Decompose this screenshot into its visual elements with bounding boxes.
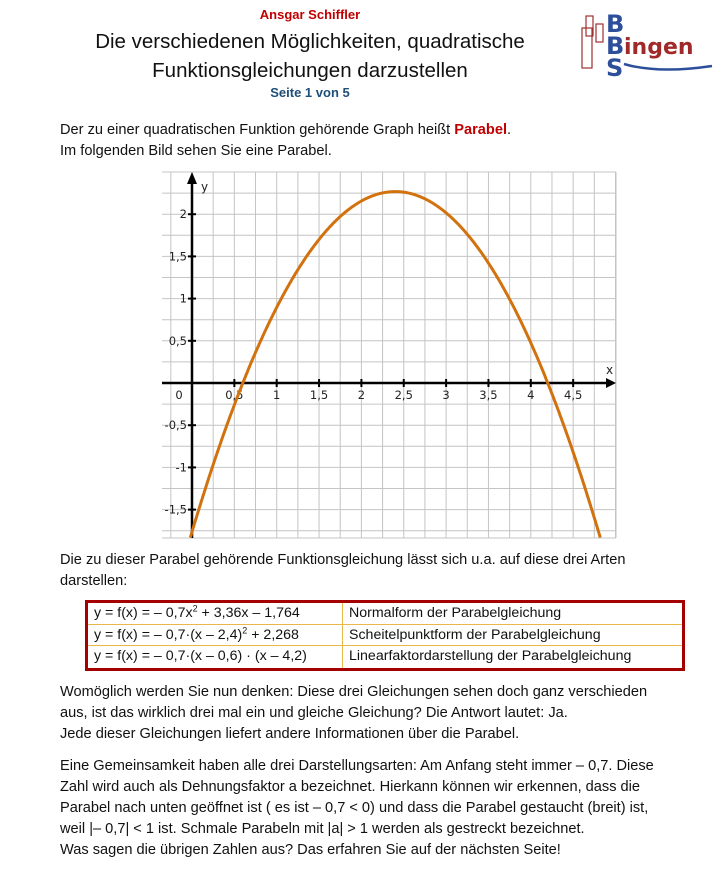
explanation-1-line-2: aus, ist das wirklich drei mal ein und gleiche Gleichung? Die Antwort lautet: Ja.	[60, 705, 568, 721]
y-tick-label: -0,5	[164, 418, 187, 433]
x-tick-label: 4,5	[564, 388, 583, 402]
author-name: Ansgar Schiffler	[259, 7, 361, 22]
x-tick-label: 2	[357, 388, 366, 402]
y-tick-label: -1	[175, 460, 187, 475]
x-axis-arrow-icon	[606, 378, 616, 388]
x-axis-label: x	[606, 363, 614, 377]
parabola-chart	[150, 165, 625, 545]
x-tick-label: 2,5	[394, 388, 413, 402]
x-tick-label: 1,5	[309, 388, 329, 402]
x-tick-label: 4	[527, 388, 535, 402]
explanation-2-line-3: Parabel nach unten geöffnet ist ( es ist – 0,7 < 0) und dass die Parabel gestaucht (breit) ist,	[60, 800, 649, 816]
equation-text: y = f(x) = – 0,7·(x – 2,4)	[94, 626, 243, 643]
equation-cell	[88, 625, 343, 646]
title-line-2: Funktionsgleichungen darzustellen	[152, 59, 468, 82]
table-row	[88, 603, 682, 625]
exponent: 2	[242, 624, 248, 635]
explanation-1-line-1: Womöglich werden Sie nun denken: Diese drei Gleichungen sehen doch ganz verschieden	[60, 684, 648, 700]
x-tick-label: 0,5	[225, 388, 244, 402]
equation-cell	[88, 646, 343, 668]
svg-text:B: B	[606, 32, 625, 60]
description-cell: Linearfaktordarstellung der Parabelgleichung	[349, 648, 632, 665]
intro-line-2: Im folgenden Bild sehen Sie eine Parabel.	[60, 143, 332, 159]
svg-text:S: S	[606, 54, 624, 78]
x-tick-label: 3	[442, 388, 450, 402]
intro-line-1-end: .	[507, 122, 512, 138]
equation-intro-line-2: darstellen:	[60, 573, 128, 589]
equation-text: y = f(x) = – 0,7·(x – 0,6) · (x – 4,2)	[94, 648, 307, 665]
y-axis-arrow-icon	[187, 172, 197, 184]
table-row	[88, 625, 682, 647]
x-tick-label: 1	[273, 388, 281, 402]
equation-cell	[88, 603, 343, 624]
x-tick-label: 3,5	[479, 388, 498, 402]
exponent: 2	[192, 603, 198, 614]
equation-table	[85, 600, 685, 671]
equation-intro-text	[60, 550, 625, 592]
origin-label: 0	[175, 388, 183, 402]
parabola-curve	[190, 192, 600, 538]
intro-line-1: Der zu einer quadratischen Funktion gehörende Graph heißt	[60, 122, 455, 138]
table-row	[88, 646, 682, 668]
explanation-paragraph-2	[60, 756, 654, 861]
explanation-2-line-5: Was sagen die übrigen Zahlen aus? Das erfahren Sie auf der nächsten Seite!	[60, 842, 561, 858]
explanation-1-line-3: Jede dieser Gleichungen liefert andere Informationen über die Parabel.	[60, 726, 520, 742]
y-tick-label: 1	[179, 291, 187, 306]
y-tick-label: 2	[179, 207, 187, 222]
explanation-2-line-1: Eine Gemeinsamkeit haben alle drei Darstellungsarten: Am Anfang steht immer – 0,7. Diese	[60, 758, 654, 774]
bbs-bingen-logo	[578, 8, 718, 78]
description-cell: Normalform der Parabelgleichung	[349, 605, 562, 621]
intro-text	[60, 120, 511, 162]
chart-grid	[162, 172, 616, 538]
explanation-2-line-2: Zahl wird auch als Dehnungsfaktor a bezeichnet. Hierkann können wir erkennen, dass die	[60, 779, 641, 795]
chart-axes	[162, 172, 616, 538]
y-tick-label: 0,5	[168, 333, 187, 348]
explanation-2-line-4: weil |– 0,7| < 1 ist. Schmale Parabeln mit |a| > 1 werden als gestreckt bezeichnet.	[60, 821, 585, 837]
title-line-1: Die verschiedenen Möglichkeiten, quadratische	[95, 30, 525, 53]
y-axis-label: y	[201, 180, 209, 194]
equation-text-end: + 3,36x – 1,764	[197, 605, 300, 621]
svg-text:ingen: ingen	[624, 35, 694, 60]
y-tick-label: -1,5	[164, 502, 187, 517]
equation-text-end: + 2,268	[247, 626, 299, 643]
equation-intro-line-1: Die zu dieser Parabel gehörende Funktionsgleichung lässt sich u.a. auf diese drei Arten	[60, 552, 626, 568]
page-title	[0, 27, 620, 85]
equation-text: y = f(x) = – 0,7x	[94, 605, 193, 621]
description-cell: Scheitelpunktform der Parabelgleichung	[349, 626, 601, 643]
parabel-highlight: Parabel	[454, 122, 508, 138]
svg-text:B: B	[606, 10, 625, 38]
page-number: Seite 1 von 5	[270, 85, 350, 100]
explanation-paragraph-1	[60, 682, 647, 745]
y-tick-label: 1,5	[168, 249, 187, 264]
